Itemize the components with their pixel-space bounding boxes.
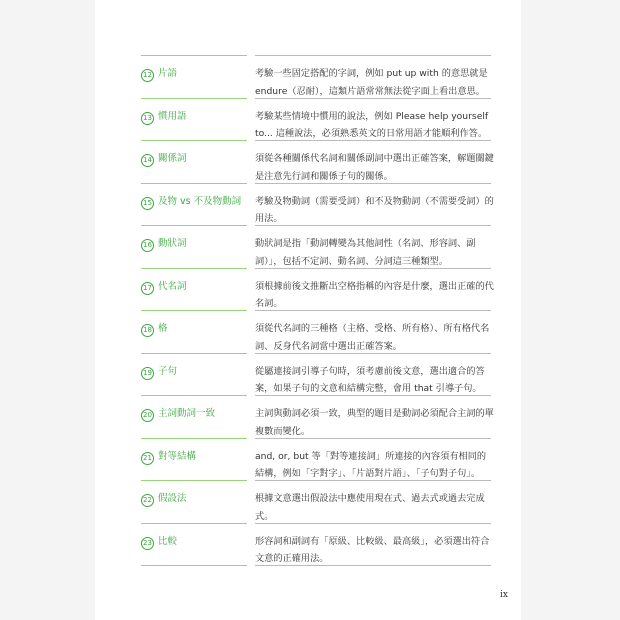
term-number: 23 [141,537,154,550]
term-text: 慣用語 [158,110,187,122]
desc-rule [255,55,491,56]
term-number: 14 [141,154,154,167]
table-row [141,353,491,396]
table-row [141,395,494,438]
grammar-term-table [141,55,494,566]
term-text: 比較 [158,535,178,547]
term-number: 22 [141,494,154,507]
term-rule [141,480,247,481]
term-label [141,278,187,295]
table-row [141,438,491,481]
term-description: 根據文意選出假設法中應使用現在式、過去式或過去完成式。 [255,493,485,522]
table-end-rule [141,565,491,566]
term-label [141,150,187,167]
term-text: 假設法 [158,493,187,504]
desc-rule [255,395,491,396]
table-row [141,480,491,523]
term-description: 主詞與動詞必須一致，典型的題目是動詞必須配合主詞的單複數而變化。 [255,408,494,437]
term-description: 考驗及物動詞（需要受詞）和不及物動詞（不需要受詞）的用法。 [255,195,494,224]
term-rule [141,140,247,141]
term-text: 及物 vs 不及物動詞 [158,195,242,207]
book-page [95,0,521,620]
term-text: 片語 [158,68,178,79]
term-description: and, or, but 等「對等連接詞」所連接的內容須有相同的結構，例如「字對字」、「片語對片語」、「子句對子句」。 [255,450,487,479]
term-description: 須根據前後文推斷出空格指稱的內容是什麼，選出正確的代名詞。 [255,280,494,309]
term-rule [141,395,247,396]
term-label [141,193,241,210]
term-label [141,363,177,380]
term-label [141,448,196,465]
table-row [141,310,491,353]
page-number: ix [500,590,508,600]
term-description: 須從各種關係代名詞和關係副詞中選出正確答案，解題關鍵是注意先行詞和關係子句的關係。 [255,153,494,182]
term-text: 主詞動詞一致 [158,408,216,419]
desc-rule [255,438,491,439]
term-description: 動狀詞是指「動詞轉變為其他詞性（名詞、形容詞、副詞）」，包括不定詞、動名詞、分詞這三種類型。 [255,238,476,267]
term-label [141,65,177,82]
desc-rule [255,523,491,524]
term-text: 代名詞 [158,280,187,292]
term-label [141,533,177,550]
desc-rule [255,353,491,354]
term-text: 格 [158,323,168,334]
term-label [141,490,187,507]
desc-rule [255,140,491,141]
table-row [141,225,491,268]
term-rule [141,55,247,56]
term-number: 15 [141,197,154,210]
term-label [141,108,187,125]
term-rule [141,523,247,524]
term-rule [141,98,247,99]
table-row [141,98,491,141]
term-number: 20 [141,409,154,422]
table-row [141,183,494,226]
table-row [141,55,491,98]
term-text: 關係詞 [158,153,187,164]
desc-rule [255,98,491,99]
desc-rule [255,268,491,269]
term-text: 對等結構 [158,450,197,462]
desc-rule [255,225,491,226]
term-description: 考驗某些情境中慣用的說法，例如 Please help yourself to... 這種說法，必須熟悉英文的日常用語才能順利作答。 [255,110,489,139]
term-text: 動狀詞 [158,238,187,249]
term-label [141,405,215,422]
term-description: 考驗一些固定搭配的字詞，例如 put up with 的意思就是 endure（忍耐），這類片語常常無法從字面上看出意思。 [255,68,488,97]
term-description: 形容詞和副詞有「原級、比較級、最高級」，必須選出符合文意的正確用法。 [255,535,490,564]
term-number: 21 [141,452,154,465]
term-number: 17 [141,282,154,295]
term-number: 19 [141,367,154,380]
table-row [141,268,494,311]
term-number: 13 [141,112,154,125]
term-rule [141,438,247,439]
term-description: 須從代名詞的三種格（主格、受格、所有格）、所有格代名詞、反身代名詞當中選出正確答案。 [255,323,490,352]
term-rule [141,225,247,226]
term-rule [141,310,247,311]
term-number: 16 [141,239,154,252]
term-label [141,320,168,337]
term-label [141,235,187,252]
term-number: 12 [141,69,154,82]
term-text: 子句 [158,365,178,377]
term-rule [141,183,247,184]
desc-rule [255,480,491,481]
term-description: 從屬連接詞引導子句時，須考慮前後文意，選出適合的答案，如果子句的文意和結構完整，會用 that 引導子句。 [255,365,485,394]
term-number: 18 [141,324,154,337]
table-row [141,523,491,566]
term-rule [141,353,247,354]
term-rule [141,268,247,269]
table-row [141,140,494,183]
desc-rule [255,310,491,311]
desc-rule [255,183,491,184]
